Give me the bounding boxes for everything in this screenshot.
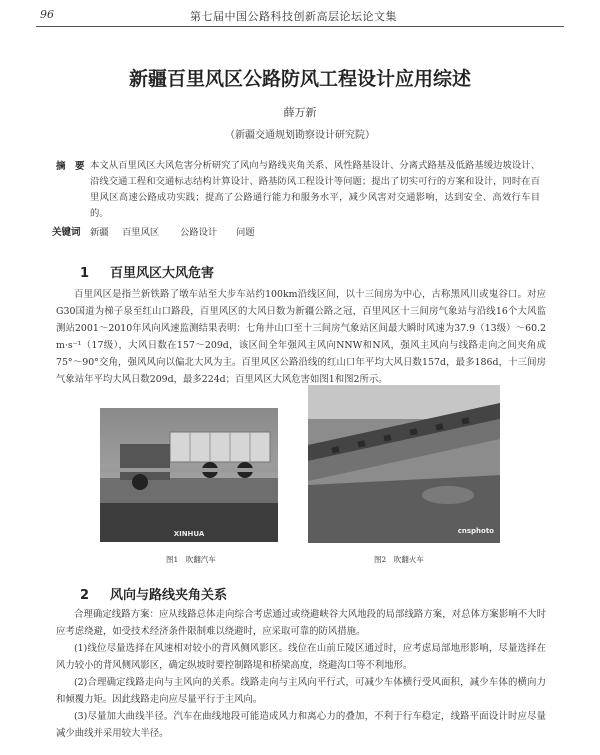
paragraph: 百里风区是指兰新铁路了墩车站至大步车站约100km沿线区间，以十三间房为中心，古称黑风川或鬼谷口。对应G30国道为梯子泉至红山口路段，百里风区的大风日数为新疆公路之冠，百里风区十三间房气象站与沿线16个大风监测站2001～2010年风向风速监测结果表明：七角井山口至十三间房气象站区间最大瞬时风速为37.9（13级）～60.2 m·s⁻¹（17级），大风日数在157～209d，该区间全年强风主风向NNW和N风，强风主风向与线路走向之间夹角成75°～90°交角，强风风向以偏北大风为主。百里风区公路沿线的红山口年平均大风日数157d，最多186d，十三间房气象站年平均大风日数209d，最多224d；百里风区大风危害如图1和图2所示。: [56, 289, 546, 385]
keyword: 问题: [236, 227, 255, 238]
header-rule: [36, 26, 564, 27]
overturned-truck-image: [100, 408, 278, 542]
photo-watermark: XINHUA: [173, 530, 205, 538]
figure-1-photo: [100, 408, 278, 542]
figure-1-caption: 图1 吹翻汽车: [166, 555, 216, 564]
page-number: 96: [40, 8, 54, 21]
section-heading: [80, 262, 214, 281]
paragraph: 合理确定线路方案：应从线路总体走向综合考虑通过或绕避峡谷大风地段的局部线路方案，对总体方案影响不大时应考虑绕避，如受技术经济条件限制难以绕避时，应采取可靠的防风措施。: [56, 609, 546, 637]
paper-title: 新疆百里风区公路防风工程设计应用综述: [128, 68, 471, 90]
photo-watermark: cnsphoto: [457, 527, 494, 535]
author: 薛万新: [283, 106, 317, 119]
keyword: 新疆: [90, 227, 109, 238]
section-heading: [80, 584, 227, 603]
affiliation: （新疆交通规划勘察设计研究院）: [225, 130, 375, 141]
section-number: 2: [80, 588, 90, 603]
overturned-train-image: [308, 385, 500, 543]
abstract-label: 摘 要: [56, 161, 85, 172]
section-title: 百里风区大风危害: [110, 266, 215, 281]
keyword: 百里风区: [122, 227, 160, 238]
keywords-label: 关键词: [52, 227, 81, 238]
section2-body: [56, 606, 546, 742]
section-title: 风向与路线夹角关系: [110, 588, 228, 603]
section1-body: [56, 286, 546, 388]
paragraph: (1)线位尽量选择在风速相对较小的背风侧风影区。线位在山前丘陵区通过时，应考虑局部地形影响，尽量选择在风力较小的背风侧风影区，确定纵坡时要控制路堤和桥梁高度，绕避沟口等不利地形。: [56, 643, 546, 671]
paragraph: (2)合理确定线路走向与主风向的关系。线路走向与主风向平行式，可减少车体横行受风面积，减少车体的横向力和倾覆力矩。因此线路走向应尽量平行于主风向。: [56, 677, 546, 705]
running-header: [0, 8, 600, 26]
figure-2-photo: [308, 385, 500, 543]
figure-2-caption: 图2 吹翻火车: [374, 555, 424, 564]
keyword: 公路设计: [180, 227, 218, 238]
section-number: 1: [80, 266, 90, 281]
running-title: 第七届中国公路科技创新高层论坛论文集: [190, 10, 397, 23]
abstract-text: 本文从百里风区大风危害分析研究了风向与路线夹角关系、风性路基设计、分离式路基及低路基缓边坡设计、沿线交通工程和交通标志结构计算设计、路基防风工程设计等问题；提出了切实可行的方案和设计，同时在百里风区高速公路成功实践；提高了公路通行能力和服务水平，减少风害对交通影响，达到安全、高效行车目的。: [90, 160, 540, 219]
paragraph: (3)尽量加大曲线半径。汽车在曲线地段可能造成风力和离心力的叠加，不利于行车稳定，线路平面设计时应尽量减少曲线并采用较大半径。: [56, 711, 546, 739]
